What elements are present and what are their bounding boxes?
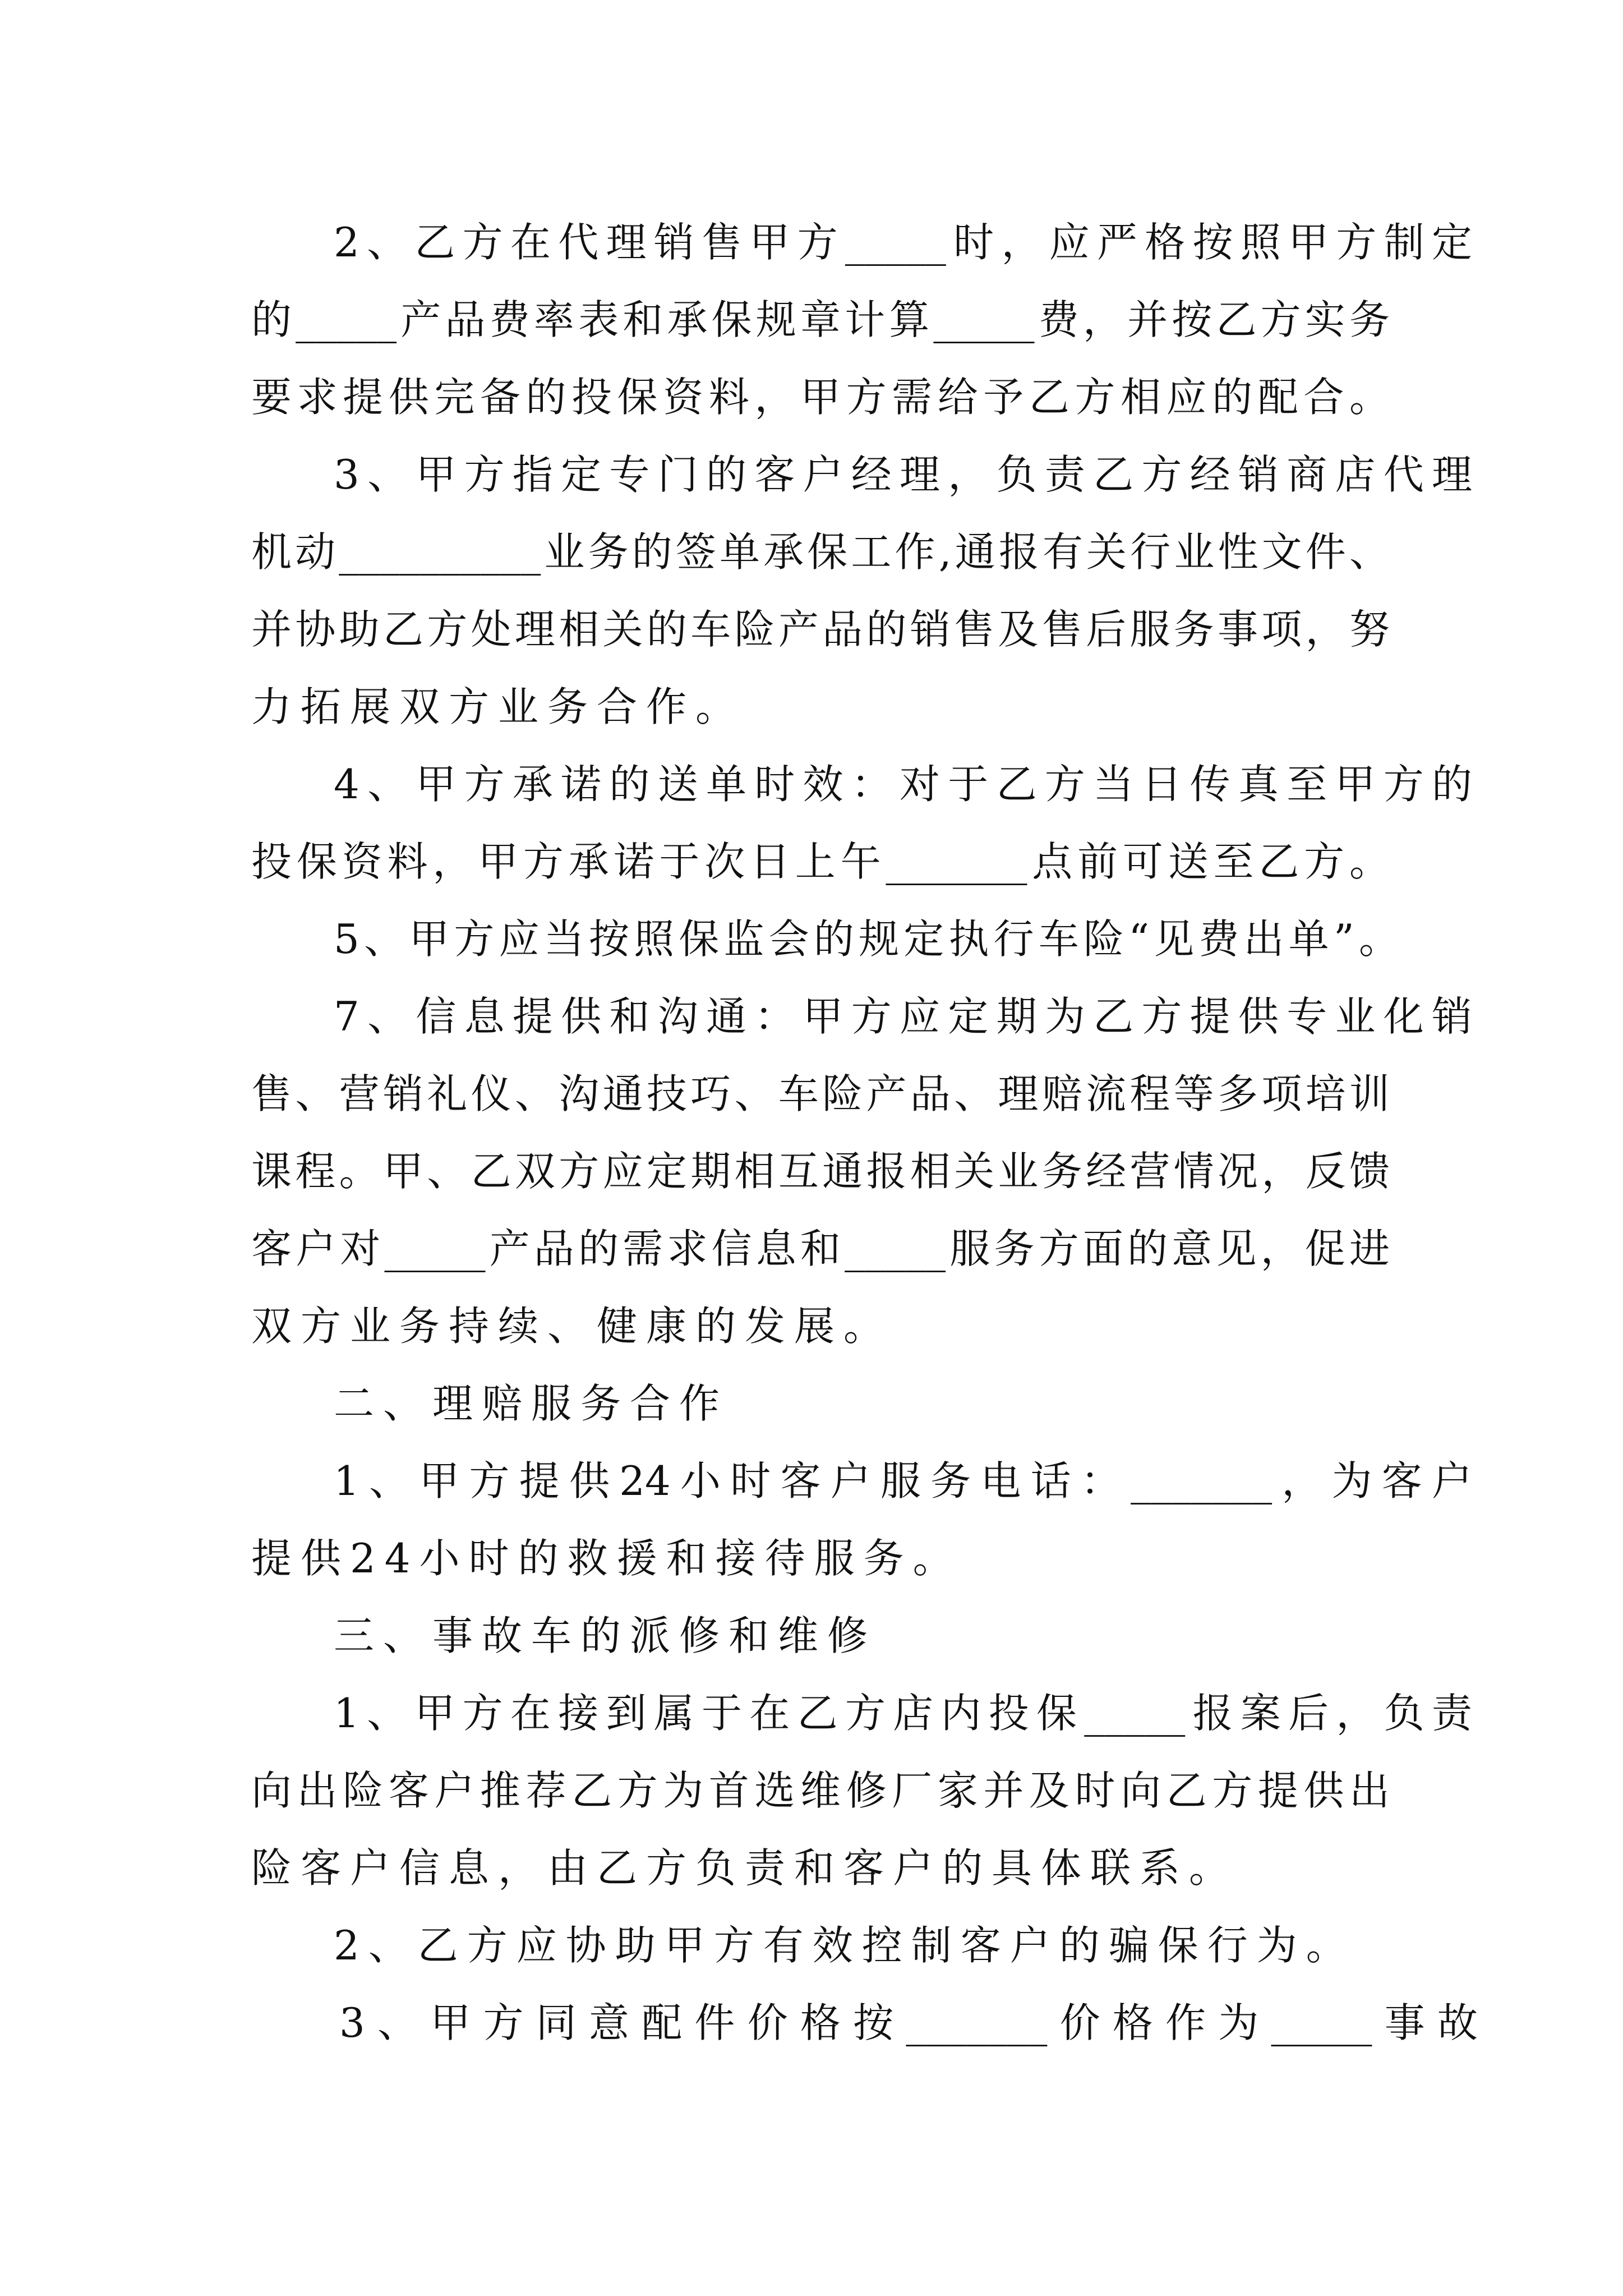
- paragraph-line-11: 7、信息提供和沟通：甲方应定期为乙方提供专业化销: [334, 993, 1472, 1040]
- section-heading-repair: 三、事故车的派修和维修: [334, 1612, 877, 1659]
- paragraph-line-22: 险客户信息，由乙方负责和客户的具体联系。: [251, 1844, 1239, 1892]
- paragraph-line-2: 的_____产品费率表和承保规章计算_____费，并按乙方实务: [251, 296, 1390, 343]
- paragraph-line-21: 向出险客户推荐乙方为首选维修厂家并及时向乙方提供出: [251, 1767, 1390, 1814]
- paragraph-line-8: 4、甲方承诺的送单时效：对于乙方当日传真至甲方的: [334, 761, 1472, 808]
- paragraph-line-15: 双方业务持续、健康的发展。: [251, 1303, 893, 1350]
- paragraph-line-17: 1、甲方提供24小时客户服务电话：_______，为客户: [334, 1457, 1472, 1504]
- paragraph-line-20: 1、甲方在接到属于在乙方店内投保_____报案后，负责: [334, 1690, 1472, 1737]
- paragraph-line-12: 售、营销礼仪、沟通技巧、车险产品、理赔流程等多项培训: [251, 1070, 1390, 1117]
- paragraph-line-6: 并协助乙方处理相关的车险产品的销售及售后服务事项，努: [251, 606, 1390, 653]
- paragraph-line-14: 客户对_____产品的需求信息和_____服务方面的意见，促进: [251, 1225, 1390, 1272]
- paragraph-line-23: 2、乙方应协助甲方有效控制客户的骗保行为。: [334, 1922, 1355, 1969]
- section-heading-claims: 二、理赔服务合作: [334, 1380, 729, 1427]
- paragraph-line-13: 课程。甲、乙双方应定期相互通报相关业务经营情况，反馈: [251, 1148, 1390, 1195]
- paragraph-line-1: 2、乙方在代理销售甲方_____时，应严格按照甲方制定: [334, 219, 1472, 266]
- paragraph-line-9: 投保资料，甲方承诺于次日上午_______点前可送至乙方。: [251, 838, 1390, 885]
- paragraph-line-4: 3、甲方指定专门的客户经理，负责乙方经销商店代理: [334, 451, 1472, 498]
- paragraph-line-3: 要求提供完备的投保资料，甲方需给予乙方相应的配合。: [251, 374, 1390, 421]
- paragraph-line-24: 3、甲方同意配件价格按_______价格作为_____事故: [339, 1999, 1478, 2046]
- paragraph-line-10: 5、甲方应当按照保监会的规定执行车险“见费出单”。: [334, 915, 1399, 963]
- paragraph-line-7: 力拓展双方业务合作。: [251, 683, 745, 730]
- paragraph-line-18: 提供24小时的救援和接待服务。: [251, 1535, 962, 1582]
- paragraph-line-5: 机动__________业务的签单承保工作,通报有关行业性文件、: [251, 528, 1390, 576]
